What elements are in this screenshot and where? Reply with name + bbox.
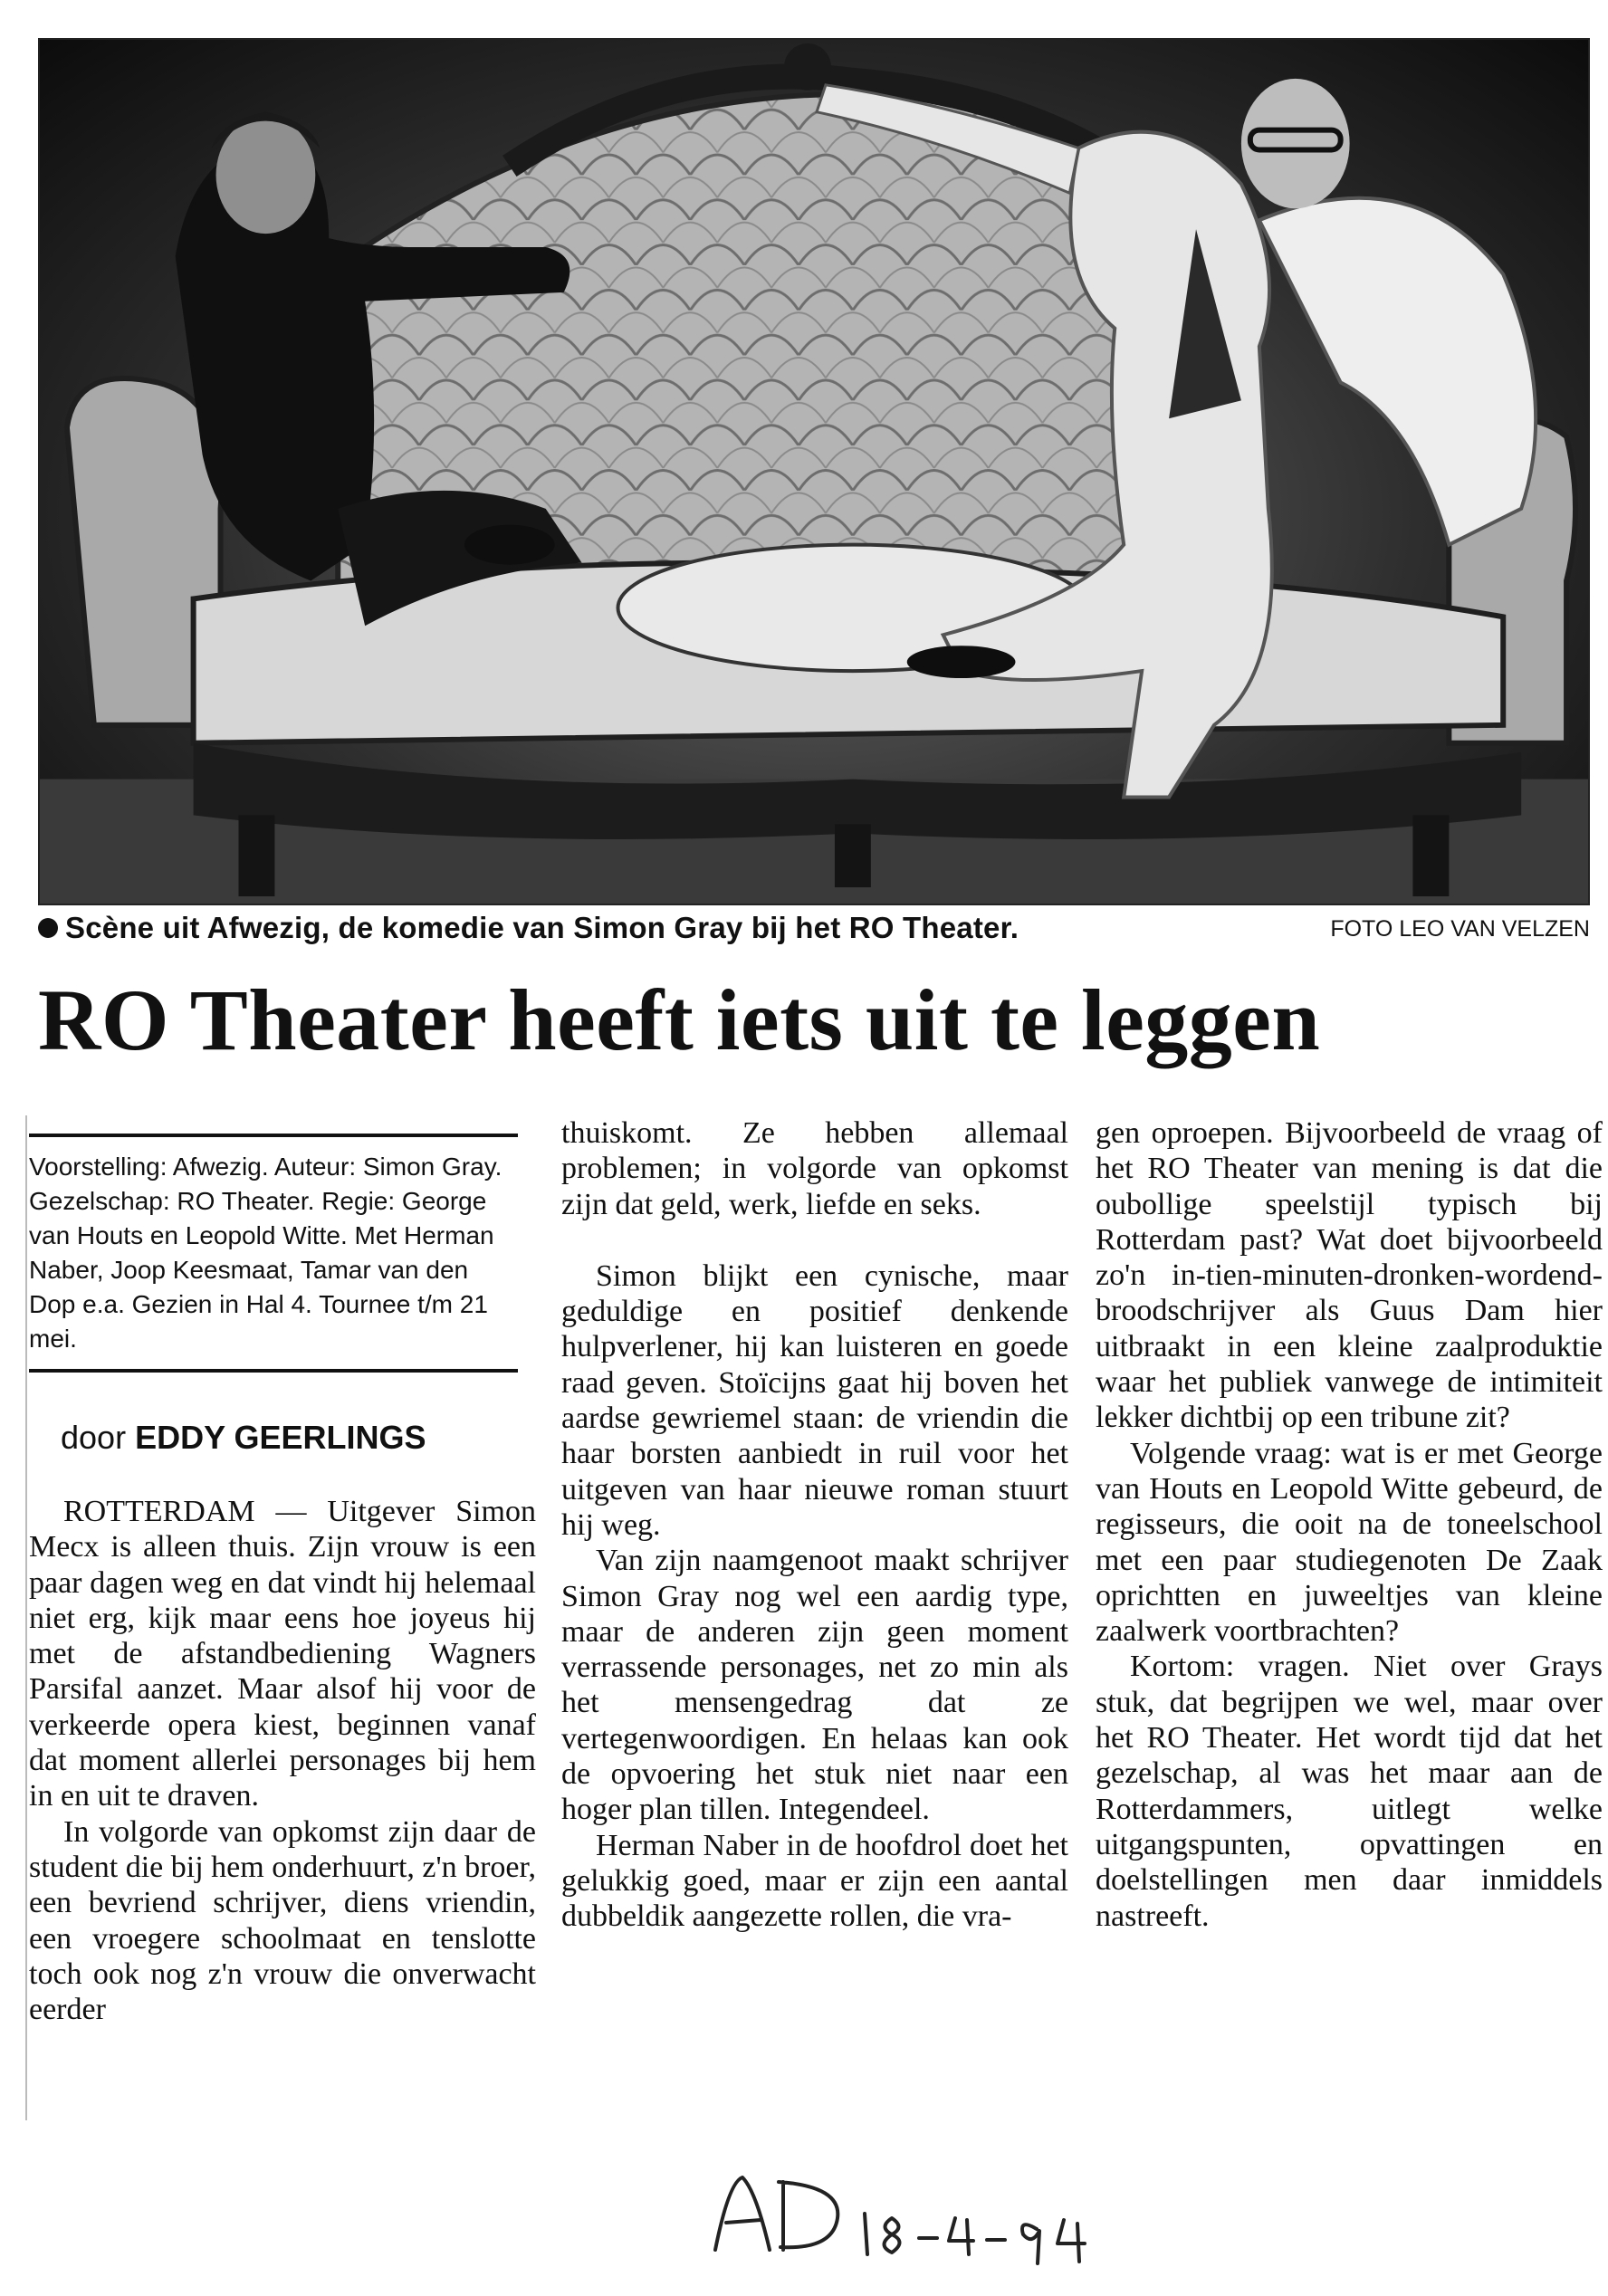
article-column-2	[561, 1115, 1068, 1935]
caption-text: Scène uit Afwezig, de komedie van Simon Gray bij het RO Theater.	[65, 911, 1019, 944]
body-paragraph: Simon blijkt een cynische, maar geduldige en positief denkende hulpverlener, hij kan luisteren en goede raad geven. Stoïcijns gaat hij boven het aardse gewriemel staan: de vriendin die haar borsten aanbiedt in ruil voor het uitgeven van haar nieuwe roman stuurt hij weg.	[561, 1258, 1068, 1542]
byline	[61, 1418, 536, 1458]
body-paragraph: thuiskomt. Ze hebben allemaal problemen; in volgorde van opkomst zijn dat geld, werk, liefde en seks.	[561, 1116, 1068, 1221]
photo-credit: FOTO LEO VAN VELZEN	[1330, 916, 1590, 942]
body-paragraph: gen oproepen. Bijvoorbeeld de vraag of het RO Theater van mening is dat die oubollige speelstijl typisch bij Rotterdam past? Wat doet bijvoorbeeld zo'n in-tien-minuten-dronken-wordend-broodschrijver als Guus Dam hier uitbraakt in een kleine zaalproduktie waar het publiek vanwege de intimiteit lekker dichtbij op een tribune zit?	[1096, 1116, 1603, 1435]
byline-prefix: door	[61, 1419, 127, 1456]
body-paragraph: Herman Naber in de hoofdrol doet het gelukkig goed, maar er zijn een aantal dubbeldik aangezette rollen, die vra-	[561, 1828, 1068, 1934]
column-rule	[25, 1115, 27, 2120]
body-paragraph: Van zijn naamgenoot maakt schrijver Simon Gray nog wel een aardig type, maar de anderen zijn geen moment verrassende personages, net zo min als het mensengedrag dat ze vertegenwoordigen. En helaas kan ook de opvoering het stuk niet naar een hoger plan tillen. Integendeel.	[561, 1544, 1068, 1827]
photo-caption	[38, 911, 1590, 947]
article-column-1	[29, 1115, 536, 2027]
caption-bullet-icon	[38, 918, 58, 938]
paragraph-gap	[561, 1222, 1068, 1258]
article-photo	[38, 38, 1590, 905]
body-paragraph: In volgorde van opkomst zijn daar de student die bij hem onderhuurt, z'n broer, een bevriend schrijver, diens vriendin, een vroegere schoolmaat en tenslotte toch ook nog z'n vrouw die onverwacht eerder	[29, 1814, 536, 2027]
body-paragraph: Volgende vraag: wat is er met George van Houts en Leopold Witte gebeurd, de regisseurs, die ooit na de toneelschool met een paar studiegenoten De Zaak oprichtten en juweeltjes van kleine zaalwerk voortbrachten?	[1096, 1436, 1603, 1649]
handwritten-date-note	[706, 2164, 1141, 2272]
byline-author: EDDY GEERLINGS	[135, 1419, 426, 1456]
theatre-scene-illustration	[40, 40, 1588, 904]
article-column-3	[1096, 1115, 1603, 1934]
body-paragraph: Kortom: vragen. Niet over Grays stuk, dat begrijpen we wel, maar over het RO Theater. Het wordt tijd dat het gezelschap, al was het maar aan de Rotterdammers, uitlegt welke uitgangspunten, opvattingen en doelstellingen men daar inmiddels nastreeft.	[1096, 1650, 1603, 1933]
body-paragraph: ROTTERDAM — Uitgever Simon Mecx is alleen thuis. Zijn vrouw is een paar dagen weg en dat vindt hij helemaal niet erg, kijk maar eens hoe joyeus hij met de afstandbediening Wagners Parsifal aanzet. Maar alsof hij voor de verkeerde opera kiest, beginnen vanaf dat moment allerlei personages bij hem in en uit te draven.	[29, 1495, 536, 1813]
production-infobox: Voorstelling: Afwezig. Auteur: Simon Gray. Gezelschap: RO Theater. Regie: George van Houts en Leopold Witte. Met Herman Naber, Joop Keesmaat, Tamar van den Dop e.a. Gezien in Hal 4. Tournee t/m 21 mei.	[29, 1134, 518, 1373]
handwritten-note-drawing	[706, 2164, 1141, 2272]
article-headline: RO Theater heeft iets uit te leggen	[38, 971, 1321, 1068]
